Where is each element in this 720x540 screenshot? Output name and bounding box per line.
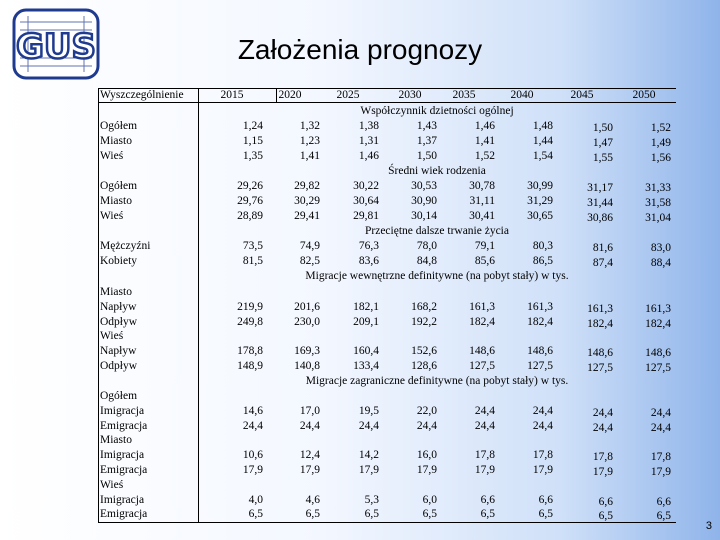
table-cell: 10,6 <box>242 449 263 462</box>
table-cell: 1,52 <box>650 122 671 134</box>
year-header: 2035 <box>452 89 476 101</box>
table-cell: 24,4 <box>416 419 437 432</box>
table-cell: 30,78 <box>469 180 495 192</box>
table-cell: 192,2 <box>411 315 437 328</box>
table-cell: 30,14 <box>411 209 437 222</box>
table-header-rule <box>98 102 676 103</box>
table-cell: 1,32 <box>299 120 320 132</box>
table-cell: 85,6 <box>474 254 495 267</box>
table-cell: 6,6 <box>598 495 613 508</box>
table-cell: 1,41 <box>474 134 495 147</box>
table-cell: 24,4 <box>358 419 379 432</box>
table-cell: 182,1 <box>353 300 379 313</box>
table-cell: 24,4 <box>532 404 553 417</box>
table-cell: 14,6 <box>242 404 263 417</box>
table-cell: 12,4 <box>299 449 320 462</box>
table-cell: 133,4 <box>353 360 379 372</box>
table-cell: 4,0 <box>248 493 263 506</box>
table-cell: 1,46 <box>474 120 495 132</box>
table-cell: 74,9 <box>299 240 320 252</box>
table-cell: 31,29 <box>527 194 553 207</box>
data-table <box>98 88 676 522</box>
table-cell: 1,23 <box>299 134 320 147</box>
table-cell: 17,9 <box>242 464 263 476</box>
table-cell: 6,5 <box>480 508 495 521</box>
table-cell: 17,9 <box>474 464 495 476</box>
table-cell: 31,44 <box>587 196 613 209</box>
table-cell: 1,31 <box>358 134 379 147</box>
svg-text:GUS: GUS <box>15 27 97 67</box>
row-label: Imigracja <box>100 449 145 462</box>
section-title: Średni wiek rodzenia <box>388 165 486 177</box>
row-label: Odpływ <box>100 360 138 372</box>
table-cell: 182,4 <box>645 317 671 330</box>
table-cell: 24,4 <box>474 419 495 432</box>
table-cell: 1,47 <box>592 136 613 149</box>
table-cell: 29,81 <box>353 209 379 222</box>
table-cell: 1,15 <box>242 134 263 147</box>
table-cell: 73,5 <box>242 240 263 252</box>
table-cell: 78,0 <box>416 240 437 252</box>
table-cell: 1,24 <box>242 120 263 132</box>
table-cell: 17,9 <box>416 464 437 476</box>
table-left-border <box>98 88 99 522</box>
table-cell: 88,4 <box>650 256 671 269</box>
table-cell: 30,41 <box>469 209 495 222</box>
year-header: 2030 <box>398 89 422 101</box>
table-cell: 1,50 <box>416 149 437 162</box>
page-title: Założenia prognozy <box>237 34 483 65</box>
table-cell: 83,6 <box>358 254 379 267</box>
table-cell: 1,44 <box>532 134 553 147</box>
table-cell: 17,9 <box>650 466 671 478</box>
table-cell: 6,5 <box>305 508 320 521</box>
row-label: Ogółem <box>100 180 138 192</box>
table-cell: 82,5 <box>299 254 320 267</box>
table-cell: 19,5 <box>358 404 379 417</box>
row-label: Miasto <box>100 134 132 147</box>
table-cell: 30,64 <box>353 194 379 207</box>
table-cell: 182,4 <box>469 315 495 328</box>
table-cell: 6,5 <box>422 508 437 521</box>
table-cell: 152,6 <box>411 345 437 358</box>
table-cell: 30,65 <box>527 209 553 222</box>
table-cell: 148,6 <box>527 345 553 358</box>
table-cell: 31,58 <box>645 196 671 209</box>
row-label: Wieś <box>100 330 124 343</box>
row-label: Imigracja <box>100 404 145 417</box>
table-cell: 127,5 <box>587 362 613 374</box>
year-header: 2050 <box>632 89 656 101</box>
row-label: Imigracja <box>100 493 145 506</box>
table-cell: 148,9 <box>237 360 263 372</box>
table-cell: 29,41 <box>294 209 320 222</box>
row-label: Mężczyźni <box>100 240 151 252</box>
section-title: Migracje wewnętrzne definitywne (na pobyt stały) w tys. <box>305 270 569 282</box>
table-cell: 24,4 <box>650 406 671 419</box>
section-title: Współczynnik dzietności ogólnej <box>360 105 514 117</box>
table-cell: 30,99 <box>527 180 553 192</box>
table-cell: 14,2 <box>358 449 379 462</box>
year-header: 2020 <box>278 89 302 101</box>
table-cell: 31,17 <box>587 182 613 194</box>
table-cell: 148,6 <box>587 347 613 360</box>
table-cell: 6,6 <box>656 495 671 508</box>
table-cell: 127,5 <box>645 362 671 374</box>
table-cell: 17,8 <box>592 451 613 464</box>
year-header: 2015 <box>220 89 244 101</box>
table-cell: 17,8 <box>474 449 495 462</box>
table-cell: 6,0 <box>422 493 437 506</box>
table-cell: 31,11 <box>469 194 495 207</box>
table-cell: 249,8 <box>237 315 263 328</box>
table-cell: 80,3 <box>532 240 553 252</box>
row-label: Emigracja <box>100 508 148 521</box>
table-cell: 6,5 <box>248 508 263 521</box>
table-cell: 24,4 <box>474 404 495 417</box>
table-cell: 230,0 <box>294 315 320 328</box>
table-cell: 1,37 <box>416 134 437 147</box>
table-cell: 161,3 <box>645 302 671 315</box>
header-column-divider <box>276 88 277 102</box>
table-cell: 201,6 <box>294 300 320 313</box>
table-cell: 84,8 <box>416 254 437 267</box>
table-cell: 6,6 <box>538 493 553 506</box>
table-cell: 209,1 <box>353 315 379 328</box>
row-label: Wieś <box>100 149 124 162</box>
table-cell: 17,9 <box>592 466 613 478</box>
table-cell: 87,4 <box>592 256 613 269</box>
table-cell: 219,9 <box>237 300 263 313</box>
table-cell: 76,3 <box>358 240 379 252</box>
row-label: Miasto <box>100 434 132 447</box>
table-cell: 1,55 <box>592 151 613 164</box>
table-cell: 86,5 <box>532 254 553 267</box>
row-label: Kobiety <box>100 254 138 267</box>
table-cell: 81,6 <box>592 242 613 254</box>
table-cell: 24,4 <box>592 421 613 434</box>
table-cell: 17,8 <box>650 451 671 464</box>
page-number: 3 <box>705 520 712 532</box>
table-cell: 30,86 <box>587 211 613 224</box>
table-cell: 24,4 <box>592 406 613 419</box>
row-label: Odpływ <box>100 315 138 328</box>
table-cell: 5,3 <box>364 493 379 506</box>
label-column-header: Wyszczególnienie <box>100 89 184 101</box>
table-cell: 17,9 <box>299 464 320 476</box>
table-cell: 24,4 <box>299 419 320 432</box>
table-cell: 24,4 <box>650 421 671 434</box>
year-header: 2045 <box>570 89 594 101</box>
row-label: Napływ <box>100 345 137 358</box>
table-cell: 182,4 <box>527 315 553 328</box>
table-cell: 148,6 <box>469 345 495 358</box>
table-cell: 29,26 <box>237 180 263 192</box>
table-cell: 1,49 <box>650 136 671 149</box>
table-cell: 28,89 <box>237 209 263 222</box>
row-label: Napływ <box>100 300 137 313</box>
table-cell: 140,8 <box>294 360 320 372</box>
table-cell: 161,3 <box>587 302 613 315</box>
section-title: Migracje zagraniczne definitywne (na pobyt stały) w tys. <box>305 375 569 387</box>
table-cell: 30,22 <box>353 180 379 192</box>
year-header: 2040 <box>510 89 534 101</box>
table-cell: 83,0 <box>650 242 671 254</box>
table-cell: 29,76 <box>237 194 263 207</box>
table-cell: 17,0 <box>299 404 320 417</box>
table-cell: 160,4 <box>353 345 379 358</box>
table-cell: 1,41 <box>299 149 320 162</box>
table-cell: 169,3 <box>294 345 320 358</box>
table-cell: 127,5 <box>469 360 495 372</box>
table-cell: 161,3 <box>469 300 495 313</box>
table-cell: 16,0 <box>416 449 437 462</box>
table-cell: 1,48 <box>532 120 553 132</box>
table-cell: 168,2 <box>411 300 437 313</box>
row-label: Emigracja <box>100 419 148 432</box>
table-cell: 31,33 <box>645 182 671 194</box>
table-cell: 1,46 <box>358 149 379 162</box>
section-title: Przeciętne dalsze trwanie życia <box>365 225 509 237</box>
table-cell: 81,5 <box>242 254 263 267</box>
table-cell: 182,4 <box>587 317 613 330</box>
table-cell: 178,8 <box>237 345 263 358</box>
table-cell: 6,5 <box>538 508 553 521</box>
row-label: Wieś <box>100 209 124 222</box>
table-cell: 79,1 <box>474 240 495 252</box>
table-cell: 1,35 <box>242 149 263 162</box>
year-header: 2025 <box>336 89 360 101</box>
row-label: Ogółem <box>100 390 138 402</box>
table-cell: 127,5 <box>527 360 553 372</box>
row-label: Miasto <box>100 286 132 298</box>
table-cell: 24,4 <box>242 419 263 432</box>
table-cell: 6,5 <box>598 510 613 523</box>
table-cell: 148,6 <box>645 347 671 360</box>
table-cell: 29,82 <box>294 180 320 192</box>
table-cell: 17,9 <box>532 464 553 476</box>
row-label: Miasto <box>100 194 132 207</box>
table-cell: 22,0 <box>416 404 437 417</box>
table-cell: 31,04 <box>645 211 671 224</box>
table-cell: 6,6 <box>480 493 495 506</box>
table-cell: 1,38 <box>358 120 379 132</box>
row-label: Ogółem <box>100 120 138 132</box>
label-column-border <box>198 88 199 522</box>
table-cell: 1,54 <box>532 149 553 162</box>
table-cell: 161,3 <box>527 300 553 313</box>
table-cell: 6,5 <box>656 510 671 523</box>
table-cell: 1,50 <box>592 122 613 134</box>
table-cell: 4,6 <box>305 493 320 506</box>
table-cell: 1,56 <box>650 151 671 164</box>
row-label: Wieś <box>100 478 124 491</box>
table-cell: 30,53 <box>411 180 437 192</box>
table-cell: 6,5 <box>364 508 379 521</box>
table-cell: 24,4 <box>532 419 553 432</box>
table-cell: 128,6 <box>411 360 437 372</box>
table-cell: 17,9 <box>358 464 379 476</box>
table-cell: 30,29 <box>294 194 320 207</box>
table-cell: 17,8 <box>532 449 553 462</box>
table-cell: 1,52 <box>474 149 495 162</box>
row-label: Emigracja <box>100 464 148 476</box>
table-cell: 1,43 <box>416 120 437 132</box>
table-cell: 30,90 <box>411 194 437 207</box>
